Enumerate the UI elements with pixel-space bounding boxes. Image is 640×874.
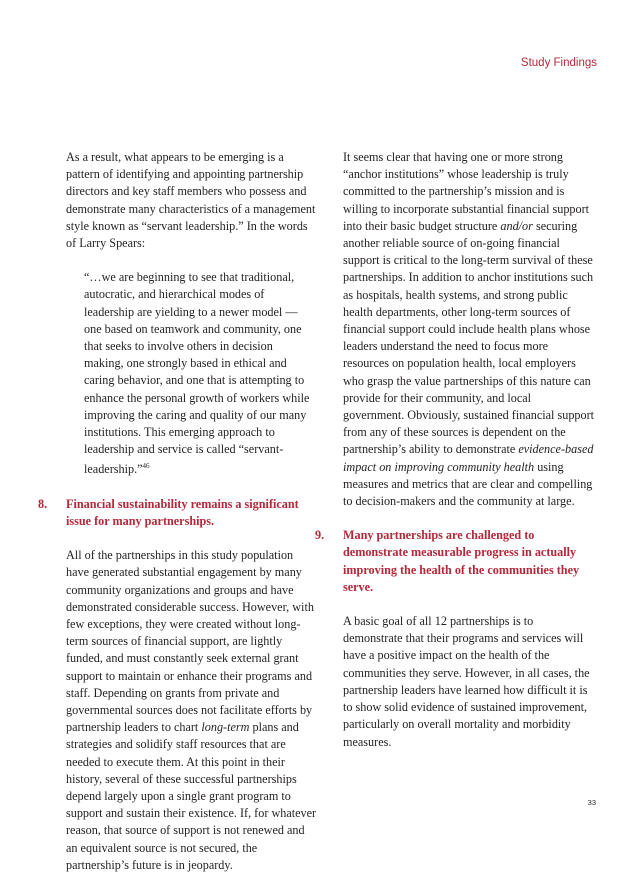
finding-8-heading: [38, 496, 319, 530]
body-text-end: using measures and metrics that are clear and compelling to decision-makers and the community at large.: [343, 459, 593, 509]
funding-paragraph: [343, 149, 595, 510]
block-quote: [84, 269, 314, 479]
body-paragraph: [66, 547, 319, 874]
emphasis-text: long-term: [201, 720, 250, 735]
quote-text: “…we are beginning to see that traditional, autocratic, and hierarchical modes of leadership are yielding to a newer model — one based on teamwork and community, one that seeks to involve others in decision making, one strongly based in ethical and caring behavior, and one that is attempting to enhance the personal growth of workers while improving the caring and quality of our many institutions. This emerging approach to leadership and service is called “servant-leadership.”: [84, 270, 310, 477]
footnote-ref: 46: [142, 462, 150, 471]
page-number: 33: [587, 798, 596, 807]
finding-9-heading: [315, 527, 595, 596]
finding-number: 8.: [38, 496, 48, 511]
left-column: [38, 149, 319, 874]
emphasis-text: and/or: [500, 218, 533, 233]
finding-title: Financial sustainability remains a significant issue for many partnerships.: [66, 496, 299, 528]
body-text-end: plans and strategies and solidify staff resources that are needed to execute them. At this point in their history, several of these successful partnerships depend largely upon a single grant program to support and sustain their existence. If, for whatever reason, that source of support is not renewed and an equivalent source is not secured, the partnership’s future is in jeopardy.: [66, 720, 317, 872]
body-text: All of the partnerships in this study population have generated substantial engagement by many community organizations and groups and have demonstrated considerable success. However, with few exceptions, they were created without long-term sources of financial support, are lightly funded, and must constantly seek external grant support to maintain or enhance their programs and staff. Depending on grants from private and governmental sources does not facilitate efforts by partnership leaders to chart: [66, 548, 314, 735]
intro-paragraph: As a result, what appears to be emerging is a pattern of identifying and appointing partnership directors and key staff members who possess and demonstrate many characteristics of a management style known as “servant leadership.” In the words of Larry Spears:: [66, 150, 316, 251]
body-text: securing another reliable source of on-going financial support is critical to the long-term survival of these partnerships. In addition to anchor institutions such as hospitals, health systems, and strong public health departments, other long-term sources of financial support could include health plans whose leaders understand the need to focus more resources on population health, local employers who grasp the value partnerships of this nature can provide for their community, and local government. Obviously, sustained financial support from any of these sources is dependent on the partnership’s ability to demonstrate: [343, 218, 595, 457]
finding-number: 9.: [315, 528, 325, 543]
emphasis-text: evidence-based impact on improving community health: [343, 442, 594, 474]
right-column: [315, 149, 595, 751]
goal-paragraph: A basic goal of all 12 partnerships is to demonstrate that their programs and services will have a positive impact on the health of the communities they serve. However, in all cases, the partnership leaders have learned how difficult it is to show solid evidence of sustained improvement, particularly on overall mortality and morbidity measures.: [343, 614, 590, 749]
section-header: Study Findings: [520, 57, 597, 69]
body-text: It seems clear that having one or more strong “anchor institutions” whose leadership is truly committed to the partnership’s mission and is willing to incorporate substantial financial support into their basic budget structure: [343, 150, 590, 233]
finding-title: Many partnerships are challenged to demonstrate measurable progress in actually improving the health of the communities they serve.: [343, 528, 580, 594]
